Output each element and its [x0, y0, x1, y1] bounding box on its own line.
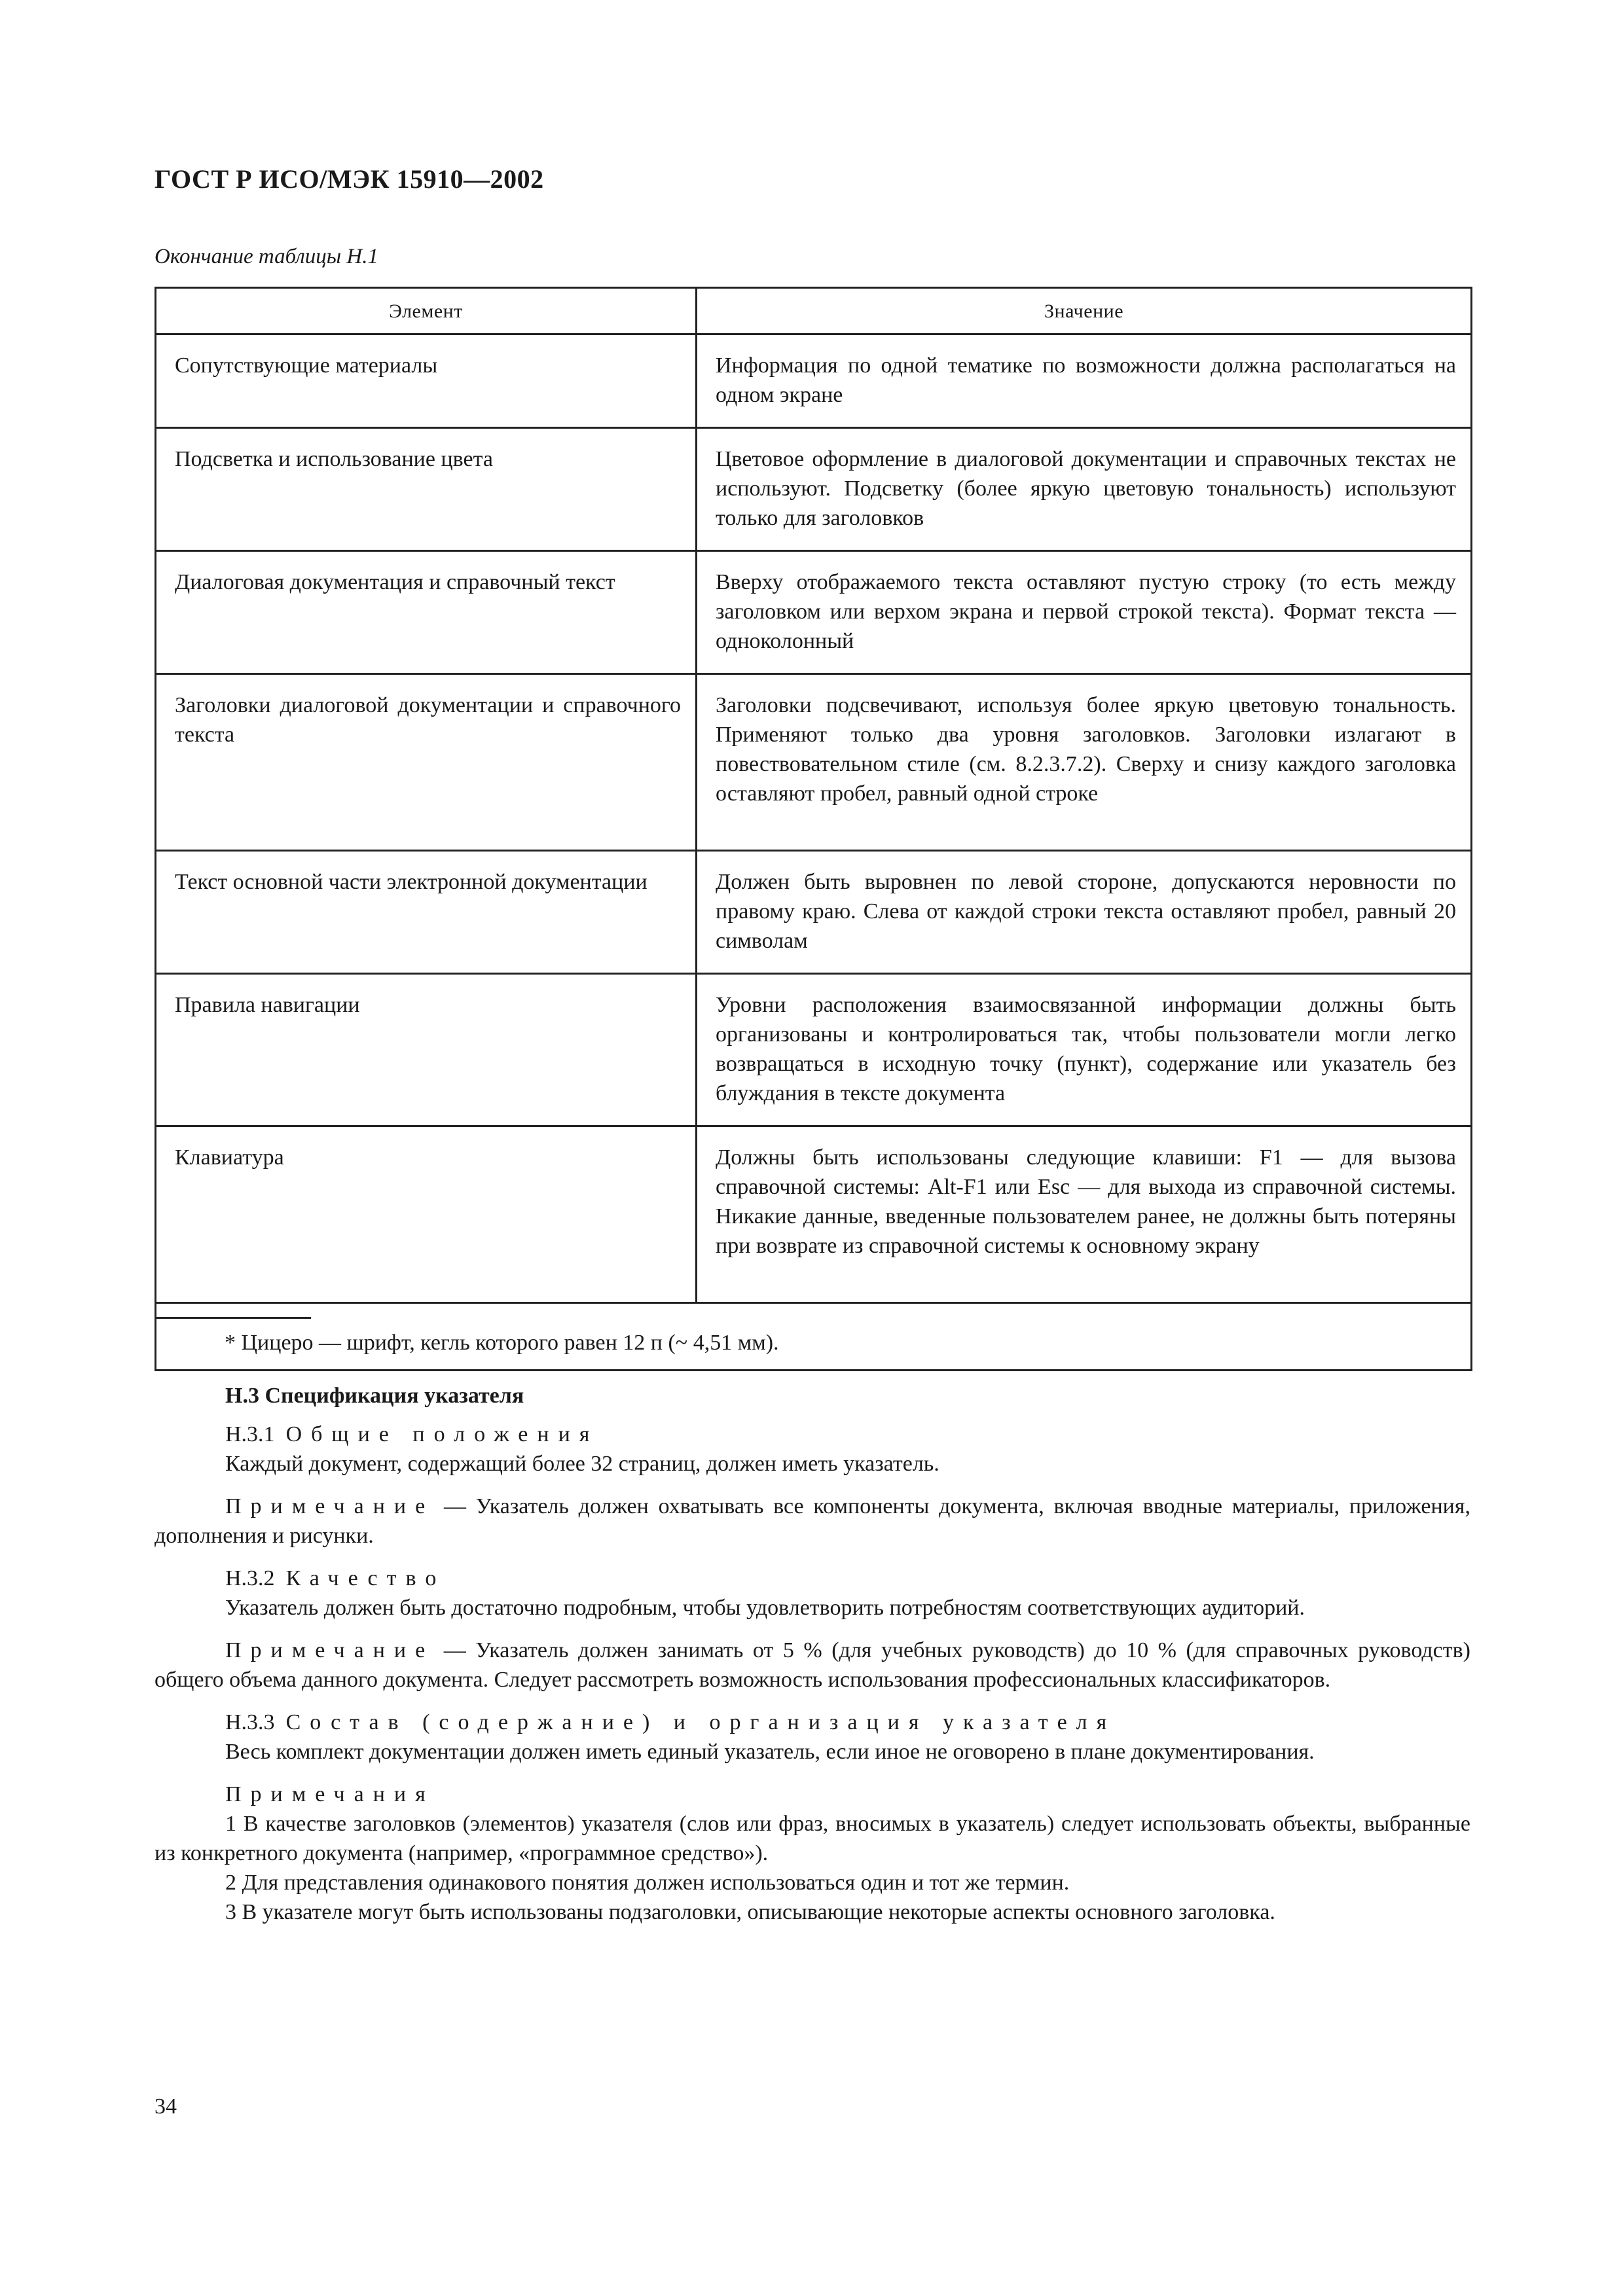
table-row [156, 551, 1472, 674]
document-header: ГОСТ Р ИСО/МЭК 15910—2002 [155, 164, 544, 194]
subsection-heading [225, 1708, 1470, 1737]
subsection-heading [225, 1564, 1470, 1593]
note-paragraph [155, 1636, 1470, 1695]
footnote-divider [156, 1317, 311, 1319]
row-value-cell: Цветовое оформление в диалоговой документации и справочных текстах не используют. Подсветку (более яркую цветовую тональность) используют только для заголовков [697, 428, 1472, 551]
row-element-cell: Текст основной части электронной документации [156, 851, 697, 974]
subsection-number: Н.3.2 [225, 1566, 275, 1590]
specification-table [155, 287, 1472, 1371]
subsection-title: Общие положения [285, 1422, 599, 1446]
paragraph: Весь комплект документации должен иметь единый указатель, если иное не оговорено в плане документирования. [225, 1740, 1315, 1764]
note-item: 2 Для представления одинакового понятия должен использоваться один и тот же термин. [225, 1871, 1070, 1895]
subsection-title: Качество [285, 1566, 446, 1590]
row-element-cell: Заголовки диалоговой документации и справочного текста [156, 674, 697, 851]
table-row [156, 851, 1472, 974]
row-element-cell: Клавиатура [156, 1126, 697, 1303]
subsection-heading [225, 1420, 1470, 1449]
note-text: — Указатель должен занимать от 5 % (для учебных руководств) до 10 % (для справочных руководств) общего объема данного документа. Следует рассмотреть возможность использования профессиональных классификаторов. [155, 1638, 1470, 1692]
note-paragraph [155, 1492, 1470, 1551]
table-footnote-row [156, 1303, 1472, 1371]
table-caption: Окончание таблицы Н.1 [155, 245, 378, 268]
row-value-cell: Информация по одной тематике по возможности должна располагаться на одном экране [697, 334, 1472, 428]
note-item: 3 В указателе могут быть использованы подзаголовки, описывающие некоторые аспекты основного заголовка. [225, 1900, 1275, 1924]
row-value-cell: Вверху отображаемого текста оставляют пустую строку (то есть между заголовком или верхом экрана и первой строкой текста). Формат текста — одноколонный [697, 551, 1472, 674]
column-header-element: Элемент [156, 288, 697, 334]
note-text: — Указатель должен охватывать все компоненты документа, включая вводные материалы, приложения, дополнения и рисунки. [155, 1494, 1470, 1548]
row-value-cell: Должен быть выровнен по левой стороне, допускаются неровности по правому краю. Слева от каждой строки текста оставляют пробел, равный 20 символам [697, 851, 1472, 974]
table-row [156, 334, 1472, 428]
section-body [155, 1381, 1470, 1927]
subsection-title: Состав (содержание) и организация указателя [285, 1710, 1116, 1734]
row-value-cell: Заголовки подсвечивают, используя более яркую цветовую тональность. Применяют только два уровня заголовков. Заголовки излагают в повествовательном стиле (см. 8.2.3.7.2). Сверху и снизу каждого заголовка оставляют пробел, равный одной строке [697, 674, 1472, 851]
row-element-cell: Правила навигации [156, 974, 697, 1126]
subsection-number: Н.3.3 [225, 1710, 275, 1734]
table-footnote: * Цицеро — шрифт, кегль которого равен 12 п (~ 4,51 мм). [225, 1331, 779, 1355]
table-row [156, 1126, 1472, 1303]
note-label: Примечание [225, 1638, 435, 1662]
table-row [156, 674, 1472, 851]
row-value-cell: Уровни расположения взаимосвязанной информации должны быть организованы и контролироваться так, чтобы пользователи могли легко возвращаться в исходную точку (пункт), содержание или указатель без блуждания в тексте документа [697, 974, 1472, 1126]
note-item: 1 В качестве заголовков (элементов) указателя (слов или фраз, вносимых в указатель) следует использовать объекты, выбранные из конкретного документа (например, «программное средство»). [155, 1812, 1470, 1865]
footnote-cell [156, 1303, 1472, 1371]
row-element-cell: Сопутствующие материалы [156, 334, 697, 428]
paragraph: Каждый документ, содержащий более 32 страниц, должен иметь указатель. [225, 1452, 939, 1476]
row-element-cell: Подсветка и использование цвета [156, 428, 697, 551]
paragraph: Указатель должен быть достаточно подробным, чтобы удовлетворить потребностям соответствующих аудиторий. [225, 1596, 1305, 1620]
notes-title: Примечания [225, 1782, 435, 1806]
column-header-value: Значение [697, 288, 1472, 334]
table-header-row [156, 288, 1472, 334]
table-row [156, 974, 1472, 1126]
row-element-cell: Диалоговая документация и справочный текст [156, 551, 697, 674]
row-value-cell: Должны быть использованы следующие клавиши: F1 — для вызова справочной системы: Alt-F1 или Esc — для выхода из справочной системы. Никакие данные, введенные пользователем ранее, не должны быть потеряны при возврате из справочной системы к основному экрану [697, 1126, 1472, 1303]
subsection-number: Н.3.1 [225, 1422, 275, 1446]
note-label: Примечание [225, 1494, 435, 1518]
page-number: 34 [155, 2094, 177, 2119]
section-title: Н.3 Спецификация указателя [225, 1384, 524, 1408]
table-row [156, 428, 1472, 551]
